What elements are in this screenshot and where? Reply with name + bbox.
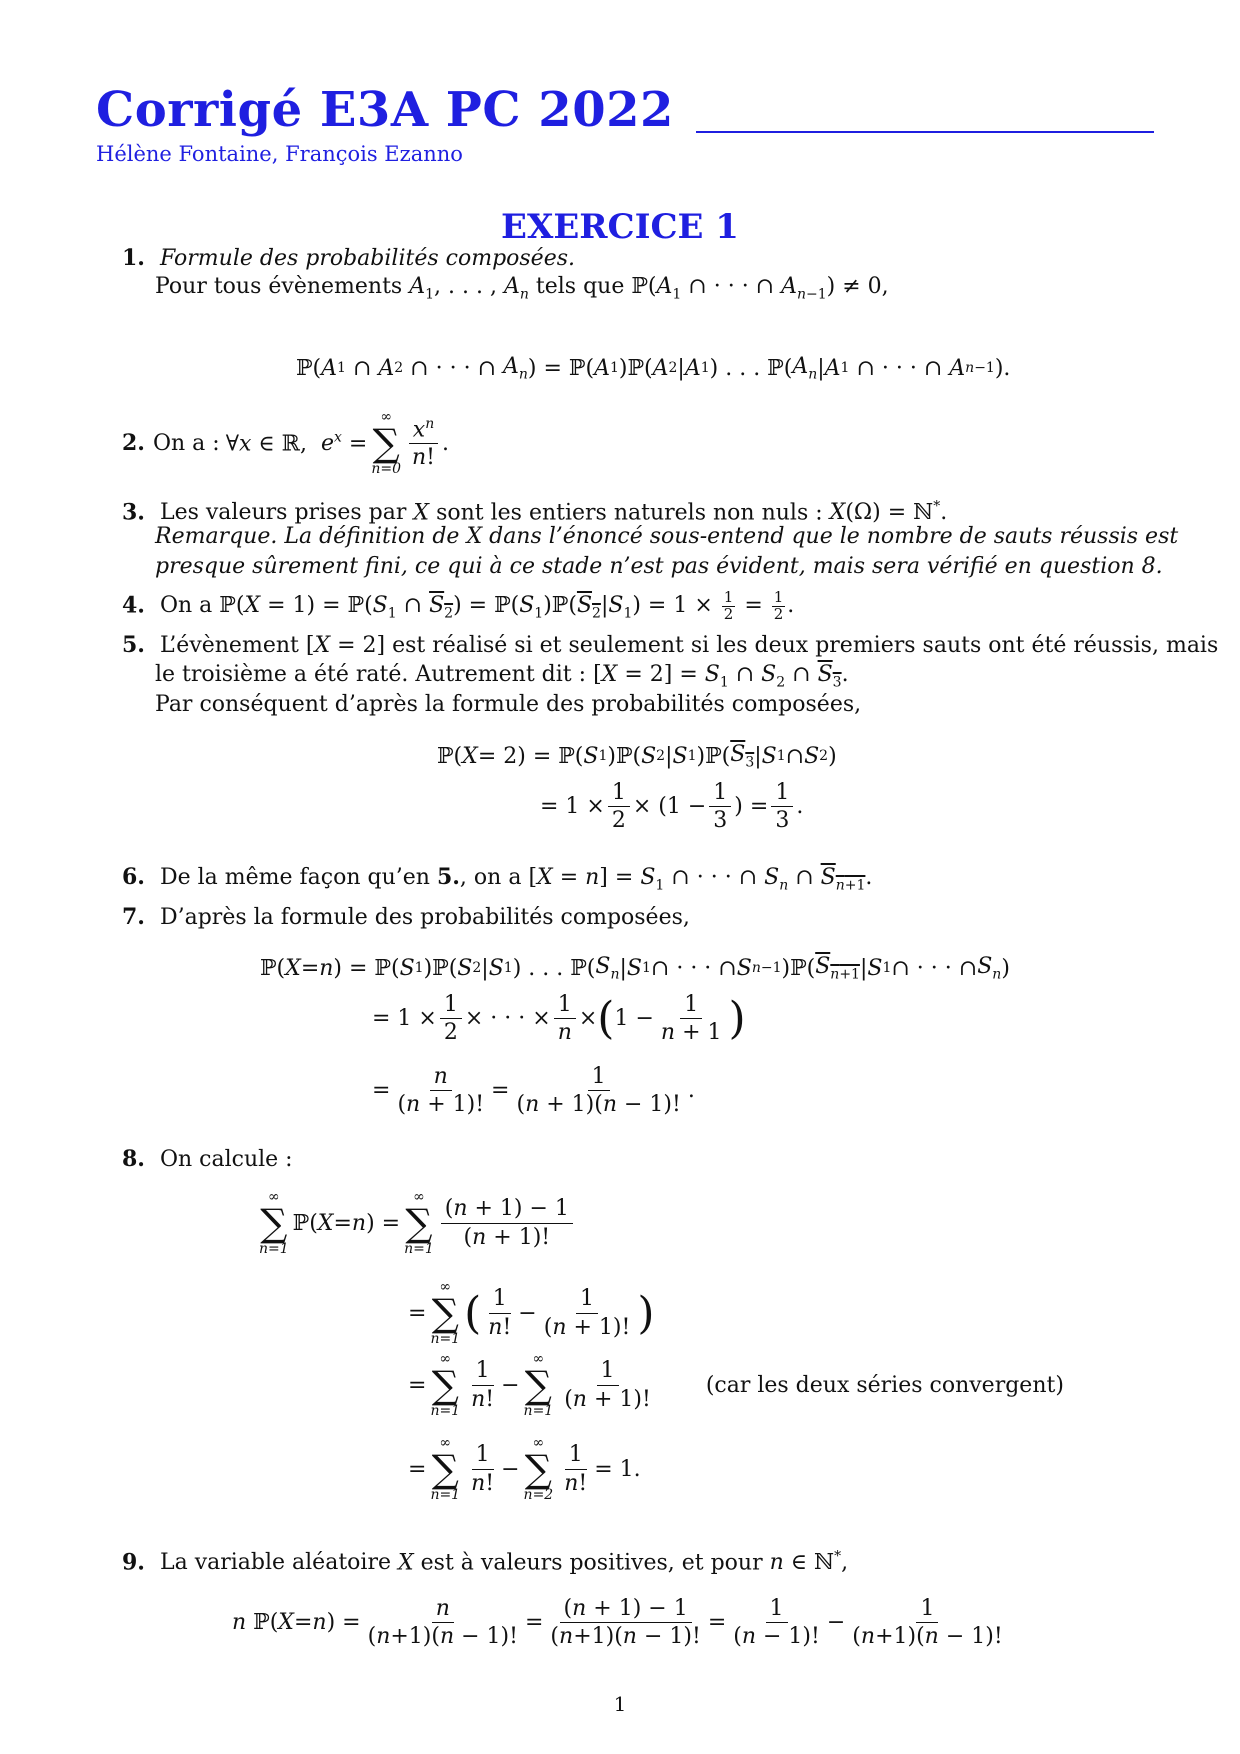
q9-number: 9. <box>122 1549 145 1576</box>
q1-text2: tels que <box>535 274 625 299</box>
authors: Hélène Fontaine, François Ezanno <box>96 142 463 166</box>
q7-number: 7. <box>122 904 145 930</box>
q9-line: 9. La variable aléatoire X est à valeurs positives, et pour n ∈ ℕ*, <box>122 1549 849 1576</box>
q5-formula-1: ℙ( X = 2) = ℙ( S 1 )ℙ( S 2 | S 1 )ℙ( $S_3$ | S 1 ∩ S 2 ) <box>437 742 837 771</box>
q2-line: 2. On a : ∀x ∈ ℝ, $e^x$ = ∞ ∑ n=0 $\frac{x^n}{n!}$ . <box>122 409 449 477</box>
q6-number: 6. <box>122 864 145 890</box>
q7-formula-2: = 1 × $\frac{1}{2}$ × · · · × $\frac{1}{n}$ × ( 1 − $\frac{1}{n + 1}$ ) <box>372 992 746 1046</box>
q5-text-2: est réalisé si et seulement si les deux premiers sauts ont été réussis, mais <box>392 633 1219 658</box>
q3-remark-line1: Remarque. La définition de X dans l’énoncé sous-entend que le nombre de sauts réussis est <box>155 524 1179 549</box>
q5-line2: le troisième a été raté. Autrement dit : $[X = 2] = S_1$ ∩ $S_2$ ∩ $S_3$. <box>155 662 849 691</box>
q5-text-1: L’évènement <box>159 633 299 658</box>
q1-heading-line <box>122 243 575 274</box>
q8-note: (car les deux séries convergent) <box>705 1372 1064 1398</box>
q7-text: D’après la formule des probabilités composées, <box>159 905 690 930</box>
document-title: Corrigé E3A PC 2022 <box>96 82 674 138</box>
q3-text2: sont les entiers naturels non nuls : <box>436 500 823 526</box>
q3-remark-1: La définition de <box>284 524 460 549</box>
q5-line3: Par conséquent d’après la formule des probabilités composées, <box>155 692 862 717</box>
q6-ref: 5. <box>436 864 460 890</box>
q7-formula-3: = $\frac{n}{(n + 1)!}$ = $\frac{1}{(n + 1)(n - 1)!}$ . <box>372 1064 695 1118</box>
q9-formula: n ℙ( X = n ) = $\frac{n}{(n+1)(n - 1)!}$ = $\frac{(n + 1) - 1}{(n+1)(n - 1)!}$ = $\frac{1}{(n - 1)!}$ − $\frac{1}{(n+1)(n - 1)!}$ <box>232 1596 1003 1650</box>
q8-formula-4: = ∞ ∑ n=1 $\frac{1}{n!}$ − ∞ ∑ n=2 $\frac{1}{n!}$ = 1. <box>408 1435 641 1503</box>
q1-formula: ℙ( A 1 ∩ A 2 ∩ · · · ∩ $A_n$ ) = ℙ( A 1 )ℙ( A 2 | A 1 ) . . . ℙ( $A_n$ | A 1 ∩ · · · ∩ A n−1 ). <box>296 354 1011 383</box>
q7-line <box>122 902 690 933</box>
q5-formula-2: = 1 × $\frac{1}{2}$ × (1 − $\frac{1}{3}$ ) = $\frac{1}{3}$ . <box>540 780 804 834</box>
page-number: 1 <box>613 1692 627 1716</box>
q1-number: 1. <box>122 245 145 271</box>
q8-line <box>122 1144 293 1175</box>
q8-formula-2: = ∞ ∑ n=1 ( $\frac{1}{n!}$ − $\frac{1}{(n + 1)!}$ ) <box>408 1279 655 1347</box>
q7-formula-1: ℙ( X = n ) = ℙ( S 1 )ℙ( S 2 | S 1 ) . . . ℙ( $S_n$ | S 1 ∩ · · · ∩ S n−1 )ℙ( $S_{n+1}$ | S 1 ∩ · · · ∩ $S_n$ ) <box>260 954 1010 983</box>
q1-heading: Formule des probabilités composées. <box>159 246 576 271</box>
q5-line1: 5. L’évènement [X = 2] est réalisé si et seulement si les deux premiers sauts ont été réussis, mais <box>122 632 1219 658</box>
q4-number: 4. <box>122 592 145 619</box>
q8-number: 8. <box>122 1146 145 1172</box>
q5-number: 5. <box>122 632 145 658</box>
title-rule <box>696 131 1154 133</box>
q9-text-1: La variable aléatoire <box>159 1550 391 1576</box>
q3-remark-line2: presque sûrement fini, ce qui à ce stade n’est pas évident, mais sera vérifié en question 8. <box>155 554 1163 579</box>
q4-text: On a <box>159 593 213 619</box>
q2-number: 2. <box>122 430 145 456</box>
q8-formula-3: = ∞ ∑ n=1 $\frac{1}{n!}$ − ∞ ∑ n=1 $\frac{1}{(n + 1)!}$ (car les deux séries convergent) <box>408 1351 1064 1419</box>
q3-text: Les valeurs prises par <box>159 500 407 526</box>
q6-line: 6. De la même façon qu’en 5., on a $[X = n] = S_1$ ∩ · · · ∩ $S_n$ ∩ $S_{n+1}$. <box>122 864 873 894</box>
section-title: EXERCICE 1 <box>501 207 739 247</box>
q3-remark-label: Remarque. <box>155 524 278 549</box>
q3-line: 3. Les valeurs prises par X sont les entiers naturels non nuls : X(Ω) = ℕ*. <box>122 499 948 526</box>
q1-statement: Pour tous évènements $A_1$, . . . , $A_n$ tels que $ℙ(A_1$ ∩ · · · ∩ $A_{n-1}) \ne 0$, <box>155 274 889 303</box>
q2-text: On a : <box>152 430 220 456</box>
q6-text-2: , on a <box>459 865 522 890</box>
q1-text: Pour tous évènements <box>155 274 403 299</box>
q3-number: 3. <box>122 499 145 526</box>
q6-text-1: De la même façon qu’en <box>159 865 430 890</box>
q4-line: 4. On a ℙ(X = $1) = ℙ(S_1$ ∩ $S_2$) = $ℙ(S_1)ℙ(S_2|S_1) = 1$ × $\frac{1}{2}$ = $\frac{1}{2}$ . <box>122 588 795 623</box>
q5-text-3: le troisième a été raté. Autrement dit : <box>155 662 587 687</box>
q9-text-2: est à valeurs positives, et pour <box>420 1550 763 1576</box>
q8-text: On calcule : <box>159 1147 293 1172</box>
q8-formula-1: ∞ ∑ n=1 ℙ( X = n ) = ∞ ∑ n=1 $\frac{(n + 1) - 1}{(n + 1)!}$ <box>255 1190 576 1256</box>
q3-remark-2: dans l’énoncé sous-entend que le nombre de sauts réussis est <box>489 524 1179 549</box>
